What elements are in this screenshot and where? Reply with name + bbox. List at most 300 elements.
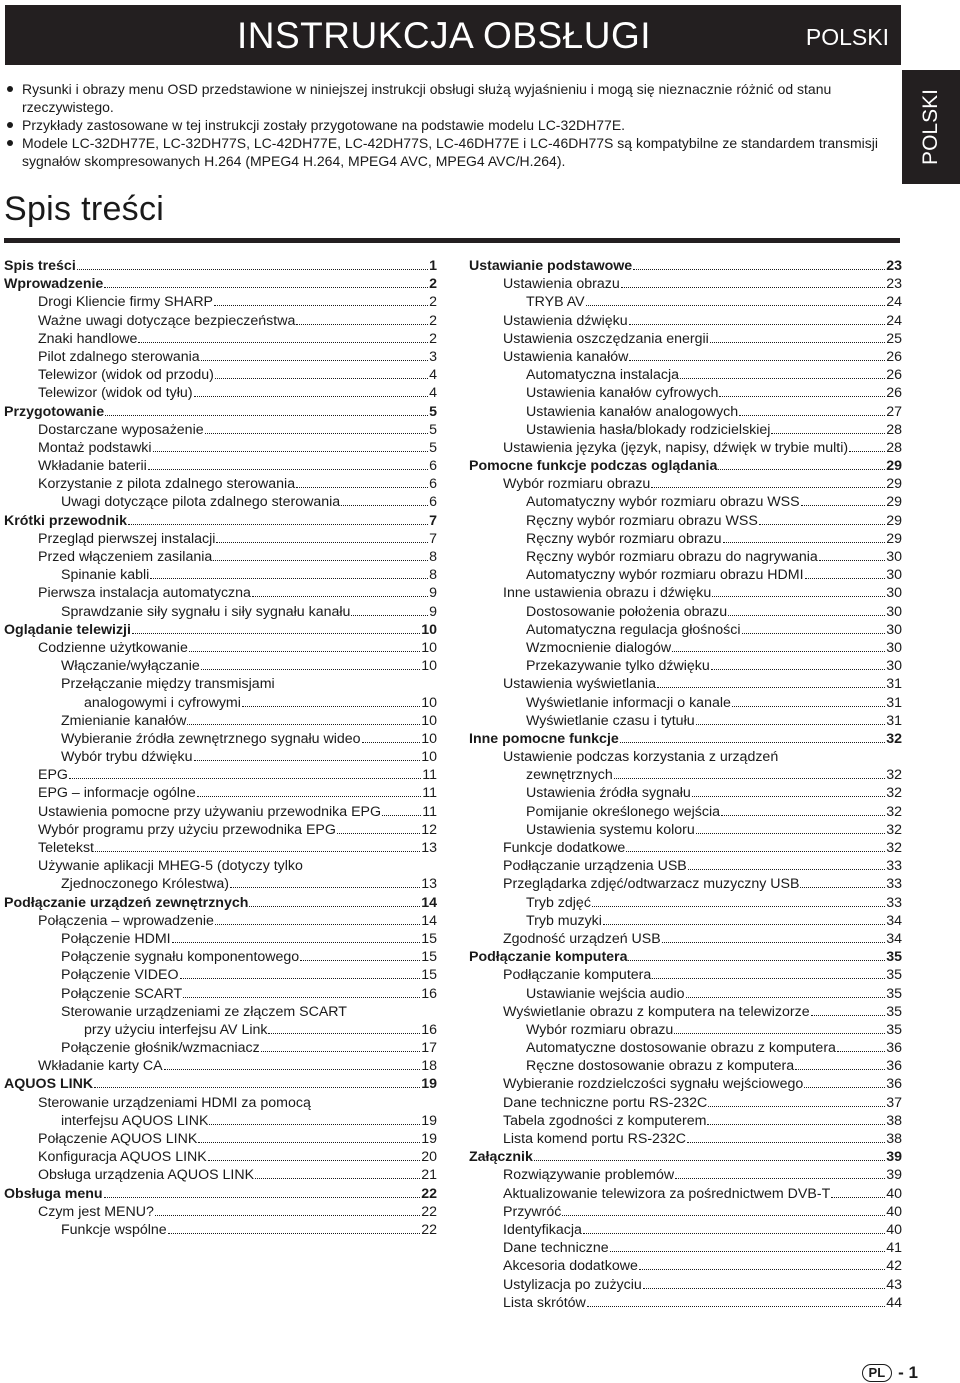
toc-leader (534, 1159, 885, 1161)
toc-page-number: 18 (421, 1058, 437, 1075)
toc-entry-title: Ustawienia kanałów (503, 348, 629, 365)
toc-entry[interactable] (4, 713, 437, 731)
toc-page-number: 39 (886, 1149, 902, 1166)
toc-page-number: 22 (421, 1203, 437, 1220)
toc-leader (230, 886, 420, 888)
toc-entry[interactable] (469, 840, 902, 858)
toc-page-number: 25 (886, 330, 902, 347)
toc-leader (249, 905, 420, 907)
toc-entry[interactable] (469, 858, 902, 876)
toc-page-number: 7 (429, 530, 437, 547)
toc-entry-title: Wybieranie rozdzielczości sygnału wejściowego (503, 1076, 804, 1093)
toc-entry[interactable] (469, 440, 902, 458)
toc-page-number: 17 (421, 1040, 437, 1057)
toc-leader (687, 1141, 885, 1143)
toc-entry-title: Wybór rozmiaru obrazu (503, 476, 651, 493)
toc-leader (801, 504, 886, 506)
toc-entry[interactable] (4, 1149, 437, 1167)
toc-page-number: 33 (886, 894, 902, 911)
toc-page-number: 19 (421, 1131, 437, 1147)
toc-page-number: 35 (886, 1003, 902, 1020)
toc-entry-title: Używanie aplikacji MHEG-5 (dotyczy tylko (38, 858, 303, 875)
toc-leader (252, 595, 428, 597)
toc-entry[interactable] (469, 1113, 902, 1131)
page-title: INSTRUKCJA OBSŁUGI (237, 15, 652, 56)
toc-leader (639, 1268, 885, 1270)
toc-entry-title: Tryb zdjęć (526, 894, 591, 911)
toc-entry[interactable] (469, 913, 902, 931)
toc-entry[interactable] (469, 1058, 902, 1076)
toc-page-number: 31 (886, 676, 902, 693)
toc-leader (105, 414, 428, 416)
toc-page-number: 13 (421, 840, 437, 856)
toc-page-number: 28 (886, 439, 902, 456)
toc-entry-title: Sprawdzanie siły sygnału i siły sygnału kanału (61, 603, 351, 620)
toc-entry[interactable] (4, 676, 437, 712)
toc-page-number: 35 (886, 949, 902, 966)
toc-leader (771, 432, 885, 434)
notes-list (3, 80, 893, 170)
toc-entry-title: Ustylizacja po zużyciu (503, 1276, 642, 1293)
toc-entry[interactable] (469, 604, 902, 622)
toc-entry[interactable] (4, 767, 437, 785)
toc-entry[interactable] (4, 476, 437, 494)
toc-leader (128, 523, 428, 525)
toc-entry-title: Aktualizowanie telewizora za pośrednictwem DVB-T (503, 1185, 831, 1202)
toc-entry[interactable] (469, 731, 902, 749)
toc-entry[interactable] (469, 986, 902, 1004)
toc-entry-title: Ustawienia oszczędzania energii (503, 330, 709, 347)
toc-entry[interactable] (469, 1149, 902, 1167)
toc-page-number: 31 (886, 712, 902, 729)
toc-entry-title: Lista skrótów (503, 1294, 586, 1311)
toc-page-number: 10 (421, 749, 437, 766)
toc-entry-title: Wyświetlanie obrazu z komputera na telewizorze (503, 1003, 810, 1020)
toc-entry[interactable] (4, 313, 437, 331)
toc-entry[interactable] (469, 458, 902, 476)
toc-entry[interactable] (469, 1167, 902, 1185)
toc-entry[interactable] (469, 313, 902, 331)
toc-entry-title: Uwagi dotyczące pilota zdalnego sterowania (61, 494, 341, 511)
toc-entry[interactable] (4, 585, 437, 603)
toc-entry[interactable] (469, 1295, 902, 1313)
toc-entry[interactable] (469, 367, 902, 385)
toc-page-number: 6 (429, 494, 437, 511)
toc-page-number: 19 (421, 1076, 437, 1093)
toc-entry[interactable] (4, 422, 437, 440)
toc-entry[interactable] (469, 713, 902, 731)
toc-entry-title: Dane techniczne (503, 1240, 609, 1257)
toc-leader (208, 1159, 420, 1161)
toc-page-number: 7 (429, 512, 437, 529)
toc-entry[interactable] (469, 822, 902, 840)
toc-entry[interactable] (469, 640, 902, 658)
toc-entry-title: Ustawianie wejścia audio (526, 985, 685, 1002)
toc-entry[interactable] (4, 913, 437, 931)
toc-page-number: 5 (429, 403, 437, 420)
toc-page-number: 30 (886, 585, 902, 602)
toc-entry[interactable] (469, 895, 902, 913)
toc-entry-title: EPG – informacje ogólne (38, 785, 196, 802)
toc-page-number: 40 (886, 1221, 902, 1238)
toc-leader (672, 650, 885, 652)
toc-entry-title: Ustawienia wyświetlania (503, 676, 656, 693)
toc-entry-title: Automatyczna instalacja (526, 367, 679, 384)
toc-page-number: 32 (886, 767, 902, 784)
toc-entry[interactable] (469, 804, 902, 822)
toc-page-number: 35 (886, 967, 902, 984)
toc-page-number: 10 (421, 639, 437, 656)
toc-entry[interactable] (469, 349, 902, 367)
toc-leader (209, 1123, 420, 1125)
toc-page-number: 10 (421, 694, 437, 711)
toc-entry[interactable] (469, 404, 902, 422)
toc-page-number: 41 (886, 1240, 902, 1257)
toc-leader (674, 1032, 885, 1034)
toc-entry[interactable] (469, 1076, 902, 1094)
toc-leader (586, 304, 886, 306)
toc-entry-title: Podłączanie komputera (503, 967, 652, 984)
toc-entry[interactable] (4, 513, 437, 531)
toc-entry[interactable] (469, 967, 902, 985)
toc-entry-title: Automatyczny wybór rozmiaru obrazu HDMI (526, 567, 804, 584)
toc-page-number: 42 (886, 1258, 902, 1275)
toc-page-number: 26 (886, 367, 902, 384)
toc-entry-title: Obsługa menu (4, 1185, 103, 1202)
toc-entry[interactable] (469, 1004, 902, 1022)
toc-leader (153, 450, 429, 452)
toc-entry[interactable] (4, 1076, 437, 1094)
toc-entry[interactable] (469, 531, 902, 549)
toc-entry-title-continued: analogowymi i cyfrowymi (84, 694, 241, 711)
toc-page-number: 38 (886, 1131, 902, 1147)
toc-leader (150, 577, 428, 579)
toc-entry-title: Ustawienia źródła sygnału (526, 785, 691, 802)
toc-page-number: 29 (886, 458, 902, 475)
toc-entry[interactable] (4, 858, 437, 894)
toc-leader (362, 741, 421, 743)
toc-page-number: 16 (421, 1021, 437, 1038)
toc-entry-title: Pilot zdalnego sterowania (38, 348, 200, 365)
toc-entry-title: Ręczny wybór rozmiaru obrazu WSS (526, 512, 758, 529)
toc-entry[interactable] (4, 276, 437, 294)
toc-entry[interactable] (4, 967, 437, 985)
toc-page-number: 39 (886, 1167, 902, 1184)
toc-leader (723, 541, 886, 543)
toc-leader (337, 832, 420, 834)
toc-entry-title: Ustawienia hasła/blokady rodzicielskiej (526, 421, 771, 438)
toc-entry[interactable] (4, 1095, 437, 1131)
toc-entry-title: Teletekst (38, 840, 94, 856)
toc-entry[interactable] (469, 695, 902, 713)
toc-entry[interactable] (4, 385, 437, 403)
toc-entry[interactable] (469, 1222, 902, 1240)
toc-page-number: 32 (886, 730, 902, 747)
toc-entry[interactable] (4, 294, 437, 312)
toc-entry[interactable] (4, 367, 437, 385)
toc-leader (696, 832, 885, 834)
toc-entry-title: Identyfikacja (503, 1221, 582, 1238)
toc-entry[interactable] (469, 276, 902, 294)
toc-entry[interactable] (4, 622, 437, 640)
toc-page-number: 21 (421, 1167, 437, 1184)
toc-page-number: 1 (429, 258, 437, 274)
toc-leader (172, 941, 421, 943)
toc-entry[interactable] (469, 876, 902, 894)
toc-entry-title: Konfiguracja AQUOS LINK (38, 1149, 207, 1166)
toc-entry[interactable] (4, 549, 437, 567)
toc-entry[interactable] (4, 658, 437, 676)
toc-page-number: 24 (886, 294, 902, 311)
toc-leader (603, 923, 885, 925)
toc-entry[interactable] (469, 622, 902, 640)
toc-entry[interactable] (469, 1131, 902, 1149)
toc-leader (183, 996, 420, 998)
toc-page-number: 2 (429, 276, 437, 293)
toc-leader (189, 650, 420, 652)
toc-entry-title: Wybór rozmiaru obrazu (526, 1021, 674, 1038)
toc-entry-title: Wyświetlanie czasu i tytułu (526, 712, 695, 729)
toc-entry-title: Spis treści (4, 258, 76, 274)
toc-page-number: 36 (886, 1076, 902, 1093)
toc-page-number: 10 (421, 658, 437, 675)
toc-entry[interactable] (4, 458, 437, 476)
toc-page-number: 33 (886, 858, 902, 875)
toc-entry[interactable] (469, 567, 902, 585)
toc-leader (242, 705, 420, 707)
toc-entry[interactable] (4, 1004, 437, 1040)
toc-leader (712, 595, 885, 597)
toc-entry-title: Spinanie kabli (61, 567, 150, 584)
toc-entry-title: Zgodność urządzeń USB (503, 930, 661, 947)
toc-page-number: 4 (429, 385, 437, 402)
toc-entry-title: Dostarczane wyposażenie (38, 421, 204, 438)
toc-page-number: 22 (421, 1221, 437, 1238)
toc-entry-title: Podłączanie urządzenia USB (503, 858, 687, 875)
toc-page-number: 10 (421, 712, 437, 729)
toc-leader (652, 977, 885, 979)
toc-entry[interactable] (469, 1277, 902, 1295)
toc-entry-title: Ustawienia pomocne przy używaniu przewodnika EPG (38, 803, 382, 820)
toc-entry-title: Inne ustawienia obrazu i dźwięku (503, 585, 712, 602)
toc-leader (214, 304, 428, 306)
toc-entry-title: Połączenie głośnik/wzmacniacz (61, 1040, 260, 1057)
toc-leader (197, 795, 422, 797)
toc-entry[interactable] (469, 549, 902, 567)
toc-leader (831, 1196, 885, 1198)
toc-page-number: 29 (886, 530, 902, 547)
toc-entry-title: Drogi Kliencie firmy SHARP (38, 294, 214, 311)
toc-entry[interactable] (4, 1040, 437, 1058)
toc-page-number: 34 (886, 912, 902, 929)
toc-page-number: 27 (886, 403, 902, 420)
toc-entry-title: Lista komend portu RS-232C (503, 1131, 686, 1147)
toc-leader (721, 814, 885, 816)
toc-entry-title: Przywróć (503, 1203, 562, 1220)
page-footer (862, 1363, 918, 1383)
toc-entry[interactable] (4, 440, 437, 458)
toc-entry[interactable] (4, 349, 437, 367)
toc-leader (811, 1014, 886, 1016)
section-title: Spis treści (4, 190, 165, 228)
toc-leader (213, 559, 428, 561)
toc-page-number: 30 (886, 639, 902, 656)
toc-leader (351, 614, 428, 616)
toc-page-number: 9 (429, 585, 437, 602)
toc-page-number: 29 (886, 512, 902, 529)
toc-entry-title: Wyświetlanie informacji o kanale (526, 694, 731, 711)
toc-entry[interactable] (469, 513, 902, 531)
toc-entry[interactable] (469, 1204, 902, 1222)
toc-page-number: 23 (886, 276, 902, 293)
toc-entry-title: Tryb muzyki (526, 912, 602, 929)
toc-entry[interactable] (469, 676, 902, 694)
toc-entry-title: Dostosowanie położenia obrazu (526, 603, 728, 620)
toc-entry[interactable] (469, 585, 902, 603)
toc-entry[interactable] (4, 404, 437, 422)
toc-entry-title: Wybieranie źródła zewnętrznego sygnału wideo (61, 730, 361, 747)
toc-entry[interactable] (4, 822, 437, 840)
toc-page-number: 28 (886, 421, 902, 438)
toc-entry[interactable] (4, 931, 437, 949)
toc-leader (804, 1086, 885, 1088)
toc-entry[interactable] (4, 1167, 437, 1185)
toc-entry[interactable] (4, 494, 437, 512)
toc-entry[interactable] (469, 785, 902, 803)
toc-page-number: 20 (421, 1149, 437, 1166)
toc-entry[interactable] (4, 785, 437, 803)
toc-entry[interactable] (469, 422, 902, 440)
toc-leader (194, 759, 421, 761)
toc-entry[interactable] (469, 258, 902, 276)
toc-page-number: 34 (886, 930, 902, 947)
toc-entry-title: Wkładanie baterii (38, 458, 147, 475)
toc-page-number: 10 (421, 730, 437, 747)
toc-page-number: 33 (886, 876, 902, 893)
toc-entry[interactable] (4, 1131, 437, 1149)
toc-leader (77, 268, 428, 270)
toc-leader (216, 541, 428, 543)
toc-entry[interactable] (469, 1095, 902, 1113)
toc-page-number: 30 (886, 567, 902, 584)
toc-entry-title: Ustawienia obrazu (503, 276, 620, 293)
toc-entry[interactable] (469, 1022, 902, 1040)
toc-leader (662, 941, 885, 943)
toc-entry-title: Połączenie AQUOS LINK (38, 1131, 198, 1147)
toc-entry[interactable] (469, 749, 902, 785)
toc-entry[interactable] (469, 931, 902, 949)
toc-entry[interactable] (4, 258, 437, 276)
toc-entry[interactable] (4, 1186, 437, 1204)
toc-entry-title: Ręczny wybór rozmiaru obrazu do nagrywania (526, 549, 818, 565)
toc-entry[interactable] (469, 294, 902, 312)
toc-leader (215, 923, 420, 925)
toc-page-number: 26 (886, 385, 902, 402)
toc-entry[interactable] (469, 1186, 902, 1204)
toc-entry[interactable] (469, 385, 902, 403)
toc-entry[interactable] (469, 476, 902, 494)
toc-entry[interactable] (469, 1258, 902, 1276)
toc-leader (837, 1050, 885, 1052)
toc-entry-title: Przegląd pierwszej instalacji (38, 530, 216, 547)
toc-entry-title: Dane techniczne portu RS-232C (503, 1094, 708, 1111)
toc-entry-title: Zmienianie kanałów (61, 712, 187, 729)
toc-entry[interactable] (4, 331, 437, 349)
toc-entry[interactable] (4, 949, 437, 967)
toc-entry-title: Połączenie sygnału komponentowego (61, 949, 300, 966)
toc-entry[interactable] (469, 658, 902, 676)
toc-page-number: 24 (886, 312, 902, 329)
toc-leader (255, 1177, 420, 1179)
toc-entry[interactable] (469, 1040, 902, 1058)
toc-leader (164, 1068, 421, 1070)
toc-entry-title: Tabela zgodności z komputerem (503, 1112, 707, 1129)
toc-entry[interactable] (469, 331, 902, 349)
toc-entry-title-continued: zewnętrznych (526, 767, 613, 784)
toc-entry[interactable] (4, 749, 437, 767)
toc-entry[interactable] (4, 640, 437, 658)
note-item: Rysunki i obrazy menu OSD przedstawione w niniejszej instrukcji obsługi służą wyjaśnieniu i mogą się nieznacznie różnić od stanu rzeczywistego. (3, 80, 893, 116)
toc-leader (651, 486, 885, 488)
toc-entry[interactable] (469, 1240, 902, 1258)
toc-page-number: 5 (429, 439, 437, 456)
toc-leader (696, 723, 886, 725)
toc-entry-title: Połączenie VIDEO (61, 967, 179, 984)
toc-entry-title: Krótki przewodnik (4, 512, 127, 529)
toc-entry[interactable] (4, 1222, 437, 1240)
language-side-tab (902, 70, 960, 184)
toc-entry-title: Telewizor (widok od tyłu) (38, 385, 193, 402)
toc-page-number: 43 (886, 1276, 902, 1293)
toc-page-number: 37 (886, 1094, 902, 1111)
toc-page-number: 15 (421, 930, 437, 947)
toc-entry[interactable] (469, 494, 902, 512)
toc-leader (739, 414, 885, 416)
toc-leader (341, 504, 428, 506)
toc-entry[interactable] (4, 840, 437, 858)
toc-entry[interactable] (4, 531, 437, 549)
toc-leader (94, 1086, 420, 1088)
toc-entry[interactable] (4, 804, 437, 822)
toc-entry[interactable] (4, 567, 437, 585)
toc-entry-title: Włączanie/wyłączanie (61, 658, 200, 675)
toc-entry[interactable] (4, 1204, 437, 1222)
toc-leader (629, 359, 885, 361)
toc-leader (849, 450, 885, 452)
toc-page-number: 13 (421, 876, 437, 893)
toc-entry[interactable] (4, 731, 437, 749)
toc-page-number: 32 (886, 785, 902, 802)
toc-entry[interactable] (4, 604, 437, 622)
toc-entry-title: Połączenie HDMI (61, 930, 171, 947)
toc-entry-title: Automatyczny wybór rozmiaru obrazu WSS (526, 494, 800, 511)
toc-entry[interactable] (4, 895, 437, 913)
toc-page-number: 3 (429, 348, 437, 365)
toc-leader (592, 905, 885, 907)
toc-page-number: 32 (886, 803, 902, 820)
toc-entry-title: Załącznik (469, 1149, 533, 1166)
toc-entry-title: Połączenie SCART (61, 985, 183, 1002)
toc-entry[interactable] (4, 986, 437, 1004)
toc-leader (795, 1068, 885, 1070)
toc-entry[interactable] (4, 1058, 437, 1076)
toc-leader (138, 341, 428, 343)
toc-entry-title: Ważne uwagi dotyczące bezpieczeństwa (38, 312, 296, 329)
toc-entry[interactable] (469, 949, 902, 967)
toc-page-number: 15 (421, 967, 437, 984)
toc-entry-title: Ustawienia kanałów analogowych (526, 403, 739, 420)
toc-leader (680, 377, 885, 379)
